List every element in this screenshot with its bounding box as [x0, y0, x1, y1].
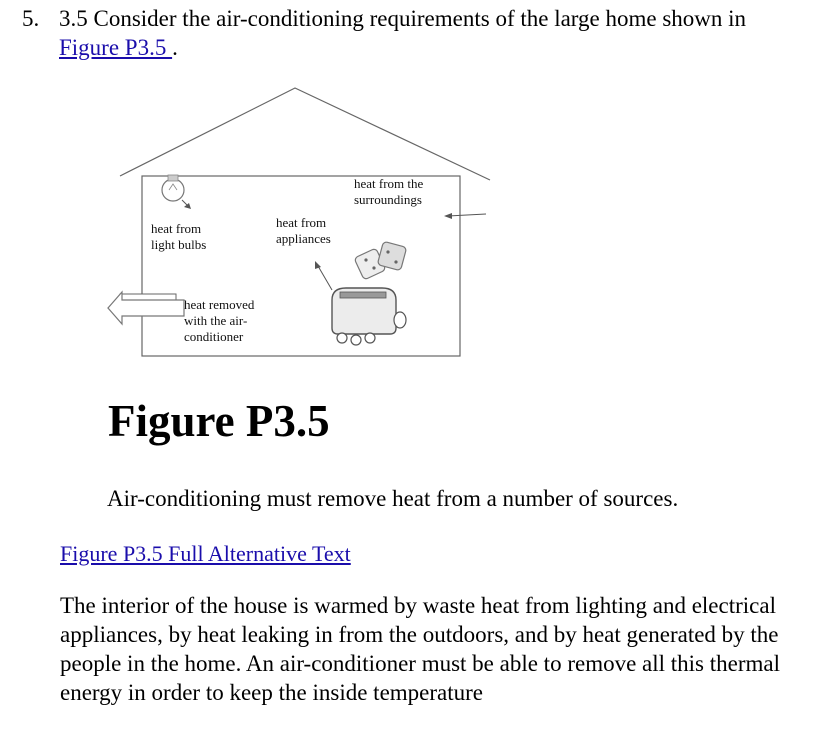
light-bulb-icon	[162, 175, 191, 209]
surroundings-arrow-head	[444, 213, 452, 219]
house-roof	[120, 88, 490, 180]
figure-title: Figure P3.5	[108, 396, 330, 446]
appliance-arrow-line	[318, 266, 332, 290]
problem-text-block	[59, 4, 799, 62]
surroundings-arrow-line	[448, 214, 486, 216]
label-surroundings: heat from the surroundings	[354, 176, 424, 207]
toaster-icon	[332, 288, 406, 345]
alt-text-paragraph: The interior of the house is warmed by waste heat from lighting and electrical appliances, by heat leaking in from the outdoors, and by heat generated by the people in the home. An air-conditioner must be able to remove all this thermal energy in order to keep the inside temperature	[60, 593, 781, 705]
figure-link[interactable]: Figure P3.5	[59, 35, 173, 60]
alt-text-link[interactable]: Figure P3.5 Full Alternative Text	[60, 541, 351, 566]
problem-text: 3.5 Consider the air-conditioning requirements of the large home shown in	[59, 6, 747, 31]
problem-trailing: .	[172, 35, 178, 60]
appliance-arrow-head	[315, 261, 321, 269]
problem-number: 5.	[22, 6, 40, 31]
toast-icon	[354, 241, 407, 280]
label-light-bulbs: heat from light bulbs	[151, 221, 207, 252]
figure-caption: Air-conditioning must remove heat from a number of sources.	[107, 486, 679, 511]
label-appliances: heat from appliances	[276, 215, 331, 246]
label-air-conditioner: heat removed with the air- conditioner	[184, 297, 255, 344]
figure-illustration	[100, 84, 500, 364]
